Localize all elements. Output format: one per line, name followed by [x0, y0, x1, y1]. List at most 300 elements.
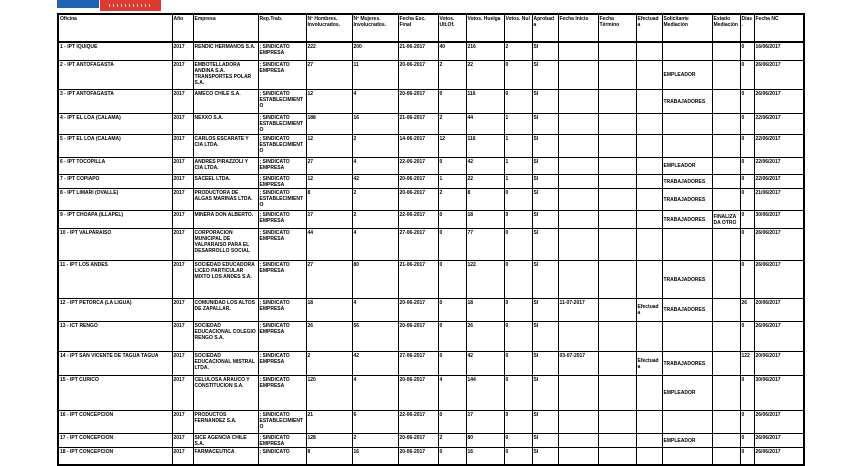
- cell-mujeres: 200: [352, 42, 398, 60]
- cell-hombres: 18: [306, 298, 352, 321]
- cell-estado_mediacion: [712, 410, 740, 433]
- cell-oficina: 1 - IPT IQUIQUE: [58, 42, 172, 60]
- column-header-rep_trab: Rep.Trab.: [258, 14, 306, 42]
- cell-oficina: 9 - IPT CHOAPA (ILLAPEL): [58, 210, 172, 228]
- cell-solicitante_mediacion: [662, 42, 712, 60]
- cell-votos_ult_of: 0: [438, 321, 466, 351]
- cell-fecha_termino: [598, 433, 636, 447]
- cell-estado_mediacion: [712, 321, 740, 351]
- cell-solicitante_mediacion: EMPLEADOR: [662, 375, 712, 410]
- cell-empresa: EMBOTELLADORA ANDINA S.A. TRANSPORTES POLAR S.A.: [193, 60, 258, 89]
- cell-estado_mediacion: [712, 375, 740, 410]
- cell-fecha_nc: 26/06/2017: [754, 228, 804, 260]
- table-row: [58, 410, 804, 433]
- cell-fecha_termino: [598, 42, 636, 60]
- cell-rep_trab: ; SINDICATO EMPRESA: [258, 321, 306, 351]
- cell-dias: 0: [740, 60, 754, 89]
- table-row: [58, 42, 804, 60]
- cell-empresa: SACEEL LTDA.: [193, 174, 258, 188]
- cell-oficina: 13 - ICT RENGO: [58, 321, 172, 351]
- cell-dias: 0: [740, 42, 754, 60]
- cell-mujeres: 4: [352, 298, 398, 321]
- cell-dias: 0: [740, 375, 754, 410]
- cell-hombres: 26: [306, 321, 352, 351]
- cell-fecha_esc_final: 27-06-2017: [398, 228, 438, 260]
- cell-mujeres: 2: [352, 188, 398, 210]
- cell-votos_nul: 0: [504, 447, 532, 465]
- cell-rep_trab: ; SINDICATO ESTABLECIMIENTO: [258, 89, 306, 113]
- cell-votos_nul: 0: [504, 410, 532, 433]
- cell-fecha_inicio: [558, 174, 598, 188]
- cell-votos_nul: 0: [504, 228, 532, 260]
- cell-votos_ult_of: 0: [438, 228, 466, 260]
- column-header-estado_mediacion: Estado Mediación: [712, 14, 740, 42]
- cell-solicitante_mediacion: [662, 134, 712, 157]
- cell-rep_trab: ; SINDICATO EMPRESA: [258, 42, 306, 60]
- cell-empresa: COMUNIDAD LOS ALTOS DE ZAPALLAR.: [193, 298, 258, 321]
- cell-ano: 2017: [172, 228, 193, 260]
- cell-dias: 26: [740, 298, 754, 321]
- cell-fecha_termino: [598, 210, 636, 228]
- cell-votos_ult_of: 2: [438, 433, 466, 447]
- cell-fecha_esc_final: 20-06-2017: [398, 60, 438, 89]
- cell-solicitante_mediacion: [662, 447, 712, 465]
- cell-efectuada: [636, 375, 662, 410]
- cell-fecha_nc: 26/06/2017: [754, 321, 804, 351]
- cell-fecha_inicio: [558, 321, 598, 351]
- cell-aprobada: SI: [532, 42, 558, 60]
- column-header-votos_huelga: Votos. Huelga: [466, 14, 504, 42]
- cell-hombres: 44: [306, 228, 352, 260]
- cell-aprobada: SI: [532, 321, 558, 351]
- cell-aprobada: SI: [532, 134, 558, 157]
- cell-oficina: 15 - IPT CURICO: [58, 375, 172, 410]
- cell-fecha_inicio: [558, 134, 598, 157]
- table-row: [58, 174, 804, 188]
- cell-votos_nul: 0: [504, 351, 532, 375]
- cell-solicitante_mediacion: EMPLEADOR: [662, 157, 712, 174]
- cell-fecha_inicio: [558, 89, 598, 113]
- cell-votos_huelga: 17: [466, 410, 504, 433]
- cell-votos_huelga: 77: [466, 228, 504, 260]
- cell-votos_huelga: 216: [466, 42, 504, 60]
- cell-votos_nul: 0: [504, 188, 532, 210]
- cell-solicitante_mediacion: TRABAJADORES: [662, 188, 712, 210]
- table-row: [58, 433, 804, 447]
- cell-votos_ult_of: 1: [438, 174, 466, 188]
- cell-fecha_inicio: [558, 42, 598, 60]
- cell-empresa: CELULOSA ARAUCO Y CONSTITUCION S.A.: [193, 375, 258, 410]
- cell-empresa: SICE AGENCIA CHILE S.A.: [193, 433, 258, 447]
- cell-efectuada: [636, 42, 662, 60]
- cell-solicitante_mediacion: TRABAJADORES: [662, 210, 712, 228]
- cell-votos_ult_of: 2: [438, 60, 466, 89]
- column-header-votos_nul: Votos. Nul: [504, 14, 532, 42]
- cell-efectuada: [636, 433, 662, 447]
- cell-fecha_esc_final: 20-06-2017: [398, 321, 438, 351]
- column-header-votos_ult_of: Votos. Ult.Of.: [438, 14, 466, 42]
- cell-estado_mediacion: [712, 188, 740, 210]
- cell-fecha_nc: 22/06/2017: [754, 174, 804, 188]
- cell-votos_huelga: 42: [466, 351, 504, 375]
- cell-aprobada: SI: [532, 433, 558, 447]
- cell-ano: 2017: [172, 375, 193, 410]
- table-row: [58, 260, 804, 298]
- cell-efectuada: Efectuada: [636, 351, 662, 375]
- cell-mujeres: 42: [352, 174, 398, 188]
- cell-empresa: AMECO CHILE S.A.: [193, 89, 258, 113]
- cell-fecha_esc_final: 22-06-2017: [398, 157, 438, 174]
- column-header-hombres: Nº Hombres. Involucrados.: [306, 14, 352, 42]
- table-row: [58, 351, 804, 375]
- cell-aprobada: SI: [532, 447, 558, 465]
- cell-mujeres: 16: [352, 447, 398, 465]
- cell-aprobada: SI: [532, 298, 558, 321]
- cell-votos_ult_of: 12: [438, 134, 466, 157]
- cell-rep_trab: ; SINDICATO EMPRESA: [258, 210, 306, 228]
- cell-votos_nul: 2: [504, 42, 532, 60]
- cell-efectuada: [636, 410, 662, 433]
- cell-fecha_nc: 22/06/2017: [754, 134, 804, 157]
- cell-mujeres: 80: [352, 260, 398, 298]
- cell-fecha_inicio: 11-07-2017: [558, 298, 598, 321]
- cell-votos_nul: 0: [504, 433, 532, 447]
- cell-votos_nul: 1: [504, 113, 532, 134]
- cell-hombres: 21: [306, 410, 352, 433]
- cell-fecha_nc: 26/06/2017: [754, 433, 804, 447]
- table-row: [58, 60, 804, 89]
- cell-estado_mediacion: [712, 60, 740, 89]
- table-row: [58, 210, 804, 228]
- column-header-oficina: Oficina: [58, 14, 172, 42]
- cell-oficina: 8 - IPT LIMARI (OVALLE): [58, 188, 172, 210]
- cell-fecha_nc: 26/06/2017: [754, 410, 804, 433]
- cell-votos_huelga: 26: [466, 321, 504, 351]
- cell-fecha_termino: [598, 351, 636, 375]
- header-row: [58, 14, 804, 42]
- cell-fecha_termino: [598, 113, 636, 134]
- cell-empresa: SOCIEDAD EDUCACIONAL COLEGIO RENGO S.A.: [193, 321, 258, 351]
- cell-fecha_nc: 22/06/2017: [754, 113, 804, 134]
- cell-hombres: 188: [306, 113, 352, 134]
- cell-efectuada: [636, 113, 662, 134]
- cell-rep_trab: ; SINDICATO EMPRESA: [258, 157, 306, 174]
- cell-fecha_inicio: [558, 410, 598, 433]
- cell-efectuada: [636, 157, 662, 174]
- cell-votos_huelga: 8: [466, 188, 504, 210]
- cell-empresa: NEXXO S.A.: [193, 113, 258, 134]
- column-header-mujeres: Nº Mujeres. Involucrados.: [352, 14, 398, 42]
- cell-hombres: 120: [306, 375, 352, 410]
- cell-votos_nul: 1: [504, 157, 532, 174]
- cell-mujeres: 2: [352, 433, 398, 447]
- cell-aprobada: SI: [532, 410, 558, 433]
- cell-dias: 0: [740, 210, 754, 228]
- table-row: [58, 89, 804, 113]
- logo-red-banner: [100, 0, 161, 11]
- cell-fecha_esc_final: 22-06-2017: [398, 210, 438, 228]
- cell-empresa: PRODUCTOS FERNANDEZ S.A.: [193, 410, 258, 433]
- cell-fecha_inicio: [558, 60, 598, 89]
- cell-aprobada: SI: [532, 113, 558, 134]
- column-header-efectuada: Efectuada: [636, 14, 662, 42]
- cell-fecha_nc: 30/06/2017: [754, 375, 804, 410]
- column-header-fecha_nc: Fecha NC: [754, 14, 804, 42]
- cell-mujeres: 2: [352, 210, 398, 228]
- cell-oficina: 16 - IPT CONCEPCION: [58, 410, 172, 433]
- column-header-fecha_esc_final: Fecha Esc. Final: [398, 14, 438, 42]
- cell-rep_trab: ; SINDICATO EMPRESA: [258, 60, 306, 89]
- cell-votos_nul: 0: [504, 298, 532, 321]
- cell-ano: 2017: [172, 260, 193, 298]
- cell-votos_ult_of: 2: [438, 113, 466, 134]
- cell-oficina: 2 - IPT ANTOFAGASTA: [58, 60, 172, 89]
- cell-votos_huelga: 16: [466, 447, 504, 465]
- cell-votos_ult_of: 0: [438, 260, 466, 298]
- cell-efectuada: [636, 210, 662, 228]
- cell-votos_ult_of: 0: [438, 410, 466, 433]
- cell-empresa: SOCIEDAD EDUCADORA LICEO PARTICULAR MIXTO LOS ANDES S.A.: [193, 260, 258, 298]
- cell-dias: 0: [740, 174, 754, 188]
- cell-dias: 0: [740, 89, 754, 113]
- cell-mujeres: 4: [352, 375, 398, 410]
- cell-dias: 0: [740, 113, 754, 134]
- cell-rep_trab: ; SINDICATO ESTABLECIMIENTO: [258, 134, 306, 157]
- cell-oficina: 12 - IPT PETORCA (LA LIGUA): [58, 298, 172, 321]
- cell-fecha_esc_final: 20-06-2017: [398, 89, 438, 113]
- cell-fecha_nc: 20/06/2017: [754, 298, 804, 321]
- cell-estado_mediacion: [712, 433, 740, 447]
- cell-dias: 0: [740, 447, 754, 465]
- cell-fecha_nc: 20/06/2017: [754, 351, 804, 375]
- cell-mujeres: 11: [352, 60, 398, 89]
- column-header-aprobada: Aprobada: [532, 14, 558, 42]
- cell-ano: 2017: [172, 174, 193, 188]
- cell-dias: 0: [740, 157, 754, 174]
- cell-votos_ult_of: 0: [438, 210, 466, 228]
- cell-estado_mediacion: [712, 228, 740, 260]
- cell-ano: 2017: [172, 60, 193, 89]
- cell-empresa: CARLOS ESCARATE Y CIA LTDA.: [193, 134, 258, 157]
- cell-efectuada: [636, 89, 662, 113]
- cell-votos_nul: 0: [504, 260, 532, 298]
- cell-ano: 2017: [172, 113, 193, 134]
- cell-fecha_inicio: 03-07-2017: [558, 351, 598, 375]
- cell-estado_mediacion: [712, 447, 740, 465]
- cell-mujeres: 42: [352, 351, 398, 375]
- cell-efectuada: [636, 188, 662, 210]
- cell-oficina: 17 - IPT CONCEPCION: [58, 433, 172, 447]
- cell-fecha_inicio: [558, 375, 598, 410]
- table-body: [58, 42, 804, 465]
- cell-estado_mediacion: [712, 157, 740, 174]
- table-row: [58, 188, 804, 210]
- cell-oficina: 6 - IPT TOCOPILLA: [58, 157, 172, 174]
- cell-ano: 2017: [172, 134, 193, 157]
- cell-fecha_termino: [598, 157, 636, 174]
- cell-fecha_termino: [598, 410, 636, 433]
- cell-fecha_esc_final: 20-06-2017: [398, 174, 438, 188]
- cell-fecha_esc_final: 20-06-2017: [398, 447, 438, 465]
- table-row: [58, 134, 804, 157]
- cell-solicitante_mediacion: [662, 113, 712, 134]
- cell-rep_trab: ; SINDICATO EMPRESA: [258, 351, 306, 375]
- cell-mujeres: 4: [352, 89, 398, 113]
- cell-oficina: 10 - IPT VALPARAISO: [58, 228, 172, 260]
- cell-efectuada: [636, 60, 662, 89]
- cell-fecha_nc: 21/06/2017: [754, 188, 804, 210]
- cell-ano: 2017: [172, 321, 193, 351]
- cell-oficina: 11 - IPT LOS ANDES: [58, 260, 172, 298]
- cell-fecha_inicio: [558, 260, 598, 298]
- cell-votos_nul: 0: [504, 60, 532, 89]
- cell-mujeres: 4: [352, 157, 398, 174]
- cell-dias: 0: [740, 433, 754, 447]
- cell-fecha_nc: 26/06/2017: [754, 60, 804, 89]
- cell-efectuada: [636, 321, 662, 351]
- cell-estado_mediacion: [712, 113, 740, 134]
- column-header-fecha_termino: Fecha Término: [598, 14, 636, 42]
- table-row: [58, 321, 804, 351]
- cell-dias: 0: [740, 188, 754, 210]
- cell-rep_trab: ; SINDICATO EMPRESA: [258, 174, 306, 188]
- cell-fecha_nc: 26/06/2017: [754, 447, 804, 465]
- cell-empresa: MINERA DON ALBERTO.: [193, 210, 258, 228]
- cell-aprobada: SI: [532, 89, 558, 113]
- cell-ano: 2017: [172, 210, 193, 228]
- cell-solicitante_mediacion: EMPLEADOR: [662, 433, 712, 447]
- cell-fecha_esc_final: 21-06-2017: [398, 260, 438, 298]
- cell-votos_huelga: 116: [466, 134, 504, 157]
- cell-fecha_termino: [598, 447, 636, 465]
- cell-mujeres: 56: [352, 321, 398, 351]
- cell-aprobada: SI: [532, 157, 558, 174]
- cell-votos_huelga: 22: [466, 60, 504, 89]
- cell-efectuada: [636, 228, 662, 260]
- cell-votos_ult_of: 0: [438, 89, 466, 113]
- cell-rep_trab: ; SINDICATO EMPRESA: [258, 260, 306, 298]
- cell-votos_ult_of: 0: [438, 157, 466, 174]
- table-header: [58, 14, 804, 42]
- cell-hombres: 12: [306, 89, 352, 113]
- cell-solicitante_mediacion: TRABAJADORES: [662, 174, 712, 188]
- cell-oficina: 5 - IPT EL LOA (CALAMA): [58, 134, 172, 157]
- cell-fecha_inicio: [558, 210, 598, 228]
- cell-estado_mediacion: [712, 298, 740, 321]
- cell-ano: 2017: [172, 188, 193, 210]
- cell-estado_mediacion: [712, 174, 740, 188]
- cell-solicitante_mediacion: TRABAJADORES: [662, 89, 712, 113]
- column-header-empresa: Empresa: [193, 14, 258, 42]
- cell-empresa: SOCIEDAD EDUCACIONAL MISTRAL LTDA.: [193, 351, 258, 375]
- cell-estado_mediacion: FINALIZADA OTRO: [712, 210, 740, 228]
- cell-votos_ult_of: 4: [438, 375, 466, 410]
- cell-votos_huelga: 44: [466, 113, 504, 134]
- cell-fecha_nc: 16/06/2017: [754, 42, 804, 60]
- column-header-fecha_inicio: Fecha Inicio: [558, 14, 598, 42]
- cell-mujeres: 4: [352, 228, 398, 260]
- cell-hombres: 8: [306, 447, 352, 465]
- cell-estado_mediacion: [712, 134, 740, 157]
- cell-fecha_termino: [598, 375, 636, 410]
- cell-votos_huelga: 144: [466, 375, 504, 410]
- cell-fecha_esc_final: 21-06-2017: [398, 113, 438, 134]
- cell-solicitante_mediacion: TRABAJADORES: [662, 298, 712, 321]
- cell-fecha_nc: 22/06/2017: [754, 157, 804, 174]
- cell-fecha_inicio: [558, 188, 598, 210]
- cell-oficina: 4 - IPT EL LOA (CALAMA): [58, 113, 172, 134]
- cell-votos_huelga: 42: [466, 157, 504, 174]
- cell-efectuada: Efectuada: [636, 298, 662, 321]
- cell-votos_huelga: 18: [466, 298, 504, 321]
- cell-empresa: PRODUCTORA DE ALGAS MARINAS LTDA.: [193, 188, 258, 210]
- cell-fecha_esc_final: 27-06-2017: [398, 351, 438, 375]
- cell-votos_nul: 0: [504, 321, 532, 351]
- cell-solicitante_mediacion: TRABAJADORES: [662, 260, 712, 298]
- cell-efectuada: [636, 447, 662, 465]
- cell-fecha_inicio: [558, 433, 598, 447]
- cell-votos_ult_of: 0: [438, 447, 466, 465]
- cell-fecha_inicio: [558, 157, 598, 174]
- cell-dias: 0: [740, 260, 754, 298]
- cell-rep_trab: ; SINDICATO: [258, 447, 306, 465]
- cell-solicitante_mediacion: [662, 410, 712, 433]
- cell-hombres: 27: [306, 60, 352, 89]
- cell-rep_trab: ; SINDICATO ESTABLECIMIENTO: [258, 410, 306, 433]
- cell-fecha_esc_final: 22-06-2017: [398, 410, 438, 433]
- logo-blue-block: [57, 0, 99, 8]
- cell-rep_trab: ; SINDICATO EMPRESA: [258, 228, 306, 260]
- cell-oficina: 3 - IPT ANTOFAGASTA: [58, 89, 172, 113]
- cell-votos_huelga: 122: [466, 260, 504, 298]
- cell-fecha_nc: 26/06/2017: [754, 260, 804, 298]
- cell-hombres: 128: [306, 433, 352, 447]
- cell-fecha_esc_final: 20-06-2017: [398, 375, 438, 410]
- cell-aprobada: SI: [532, 188, 558, 210]
- cell-aprobada: SI: [532, 210, 558, 228]
- cell-dias: 0: [740, 134, 754, 157]
- cell-oficina: 14 - IPT SAN VICENTE DE TAGUA TAGUA: [58, 351, 172, 375]
- cell-fecha_esc_final: 20-06-2017: [398, 298, 438, 321]
- cell-fecha_esc_final: 20-06-2017: [398, 433, 438, 447]
- column-header-ano: Año: [172, 14, 193, 42]
- site-logo: [57, 0, 161, 11]
- cell-fecha_esc_final: 20-06-2017: [398, 188, 438, 210]
- cell-efectuada: [636, 134, 662, 157]
- cell-ano: 2017: [172, 298, 193, 321]
- cell-ano: 2017: [172, 89, 193, 113]
- cell-estado_mediacion: [712, 260, 740, 298]
- cell-fecha_esc_final: 14-06-2017: [398, 134, 438, 157]
- cell-oficina: 7 - IPT COPIAPO: [58, 174, 172, 188]
- report-table: [57, 13, 805, 466]
- table-row: [58, 375, 804, 410]
- cell-votos_huelga: 80: [466, 433, 504, 447]
- cell-hombres: 8: [306, 188, 352, 210]
- cell-mujeres: 6: [352, 410, 398, 433]
- cell-hombres: 17: [306, 210, 352, 228]
- table-row: [58, 447, 804, 465]
- cell-ano: 2017: [172, 157, 193, 174]
- cell-votos_nul: 0: [504, 210, 532, 228]
- cell-fecha_inicio: [558, 113, 598, 134]
- cell-aprobada: SI: [532, 228, 558, 260]
- cell-ano: 2017: [172, 351, 193, 375]
- cell-fecha_nc: 30/06/2017: [754, 210, 804, 228]
- cell-votos_ult_of: 40: [438, 42, 466, 60]
- cell-aprobada: SI: [532, 60, 558, 89]
- cell-votos_ult_of: 0: [438, 298, 466, 321]
